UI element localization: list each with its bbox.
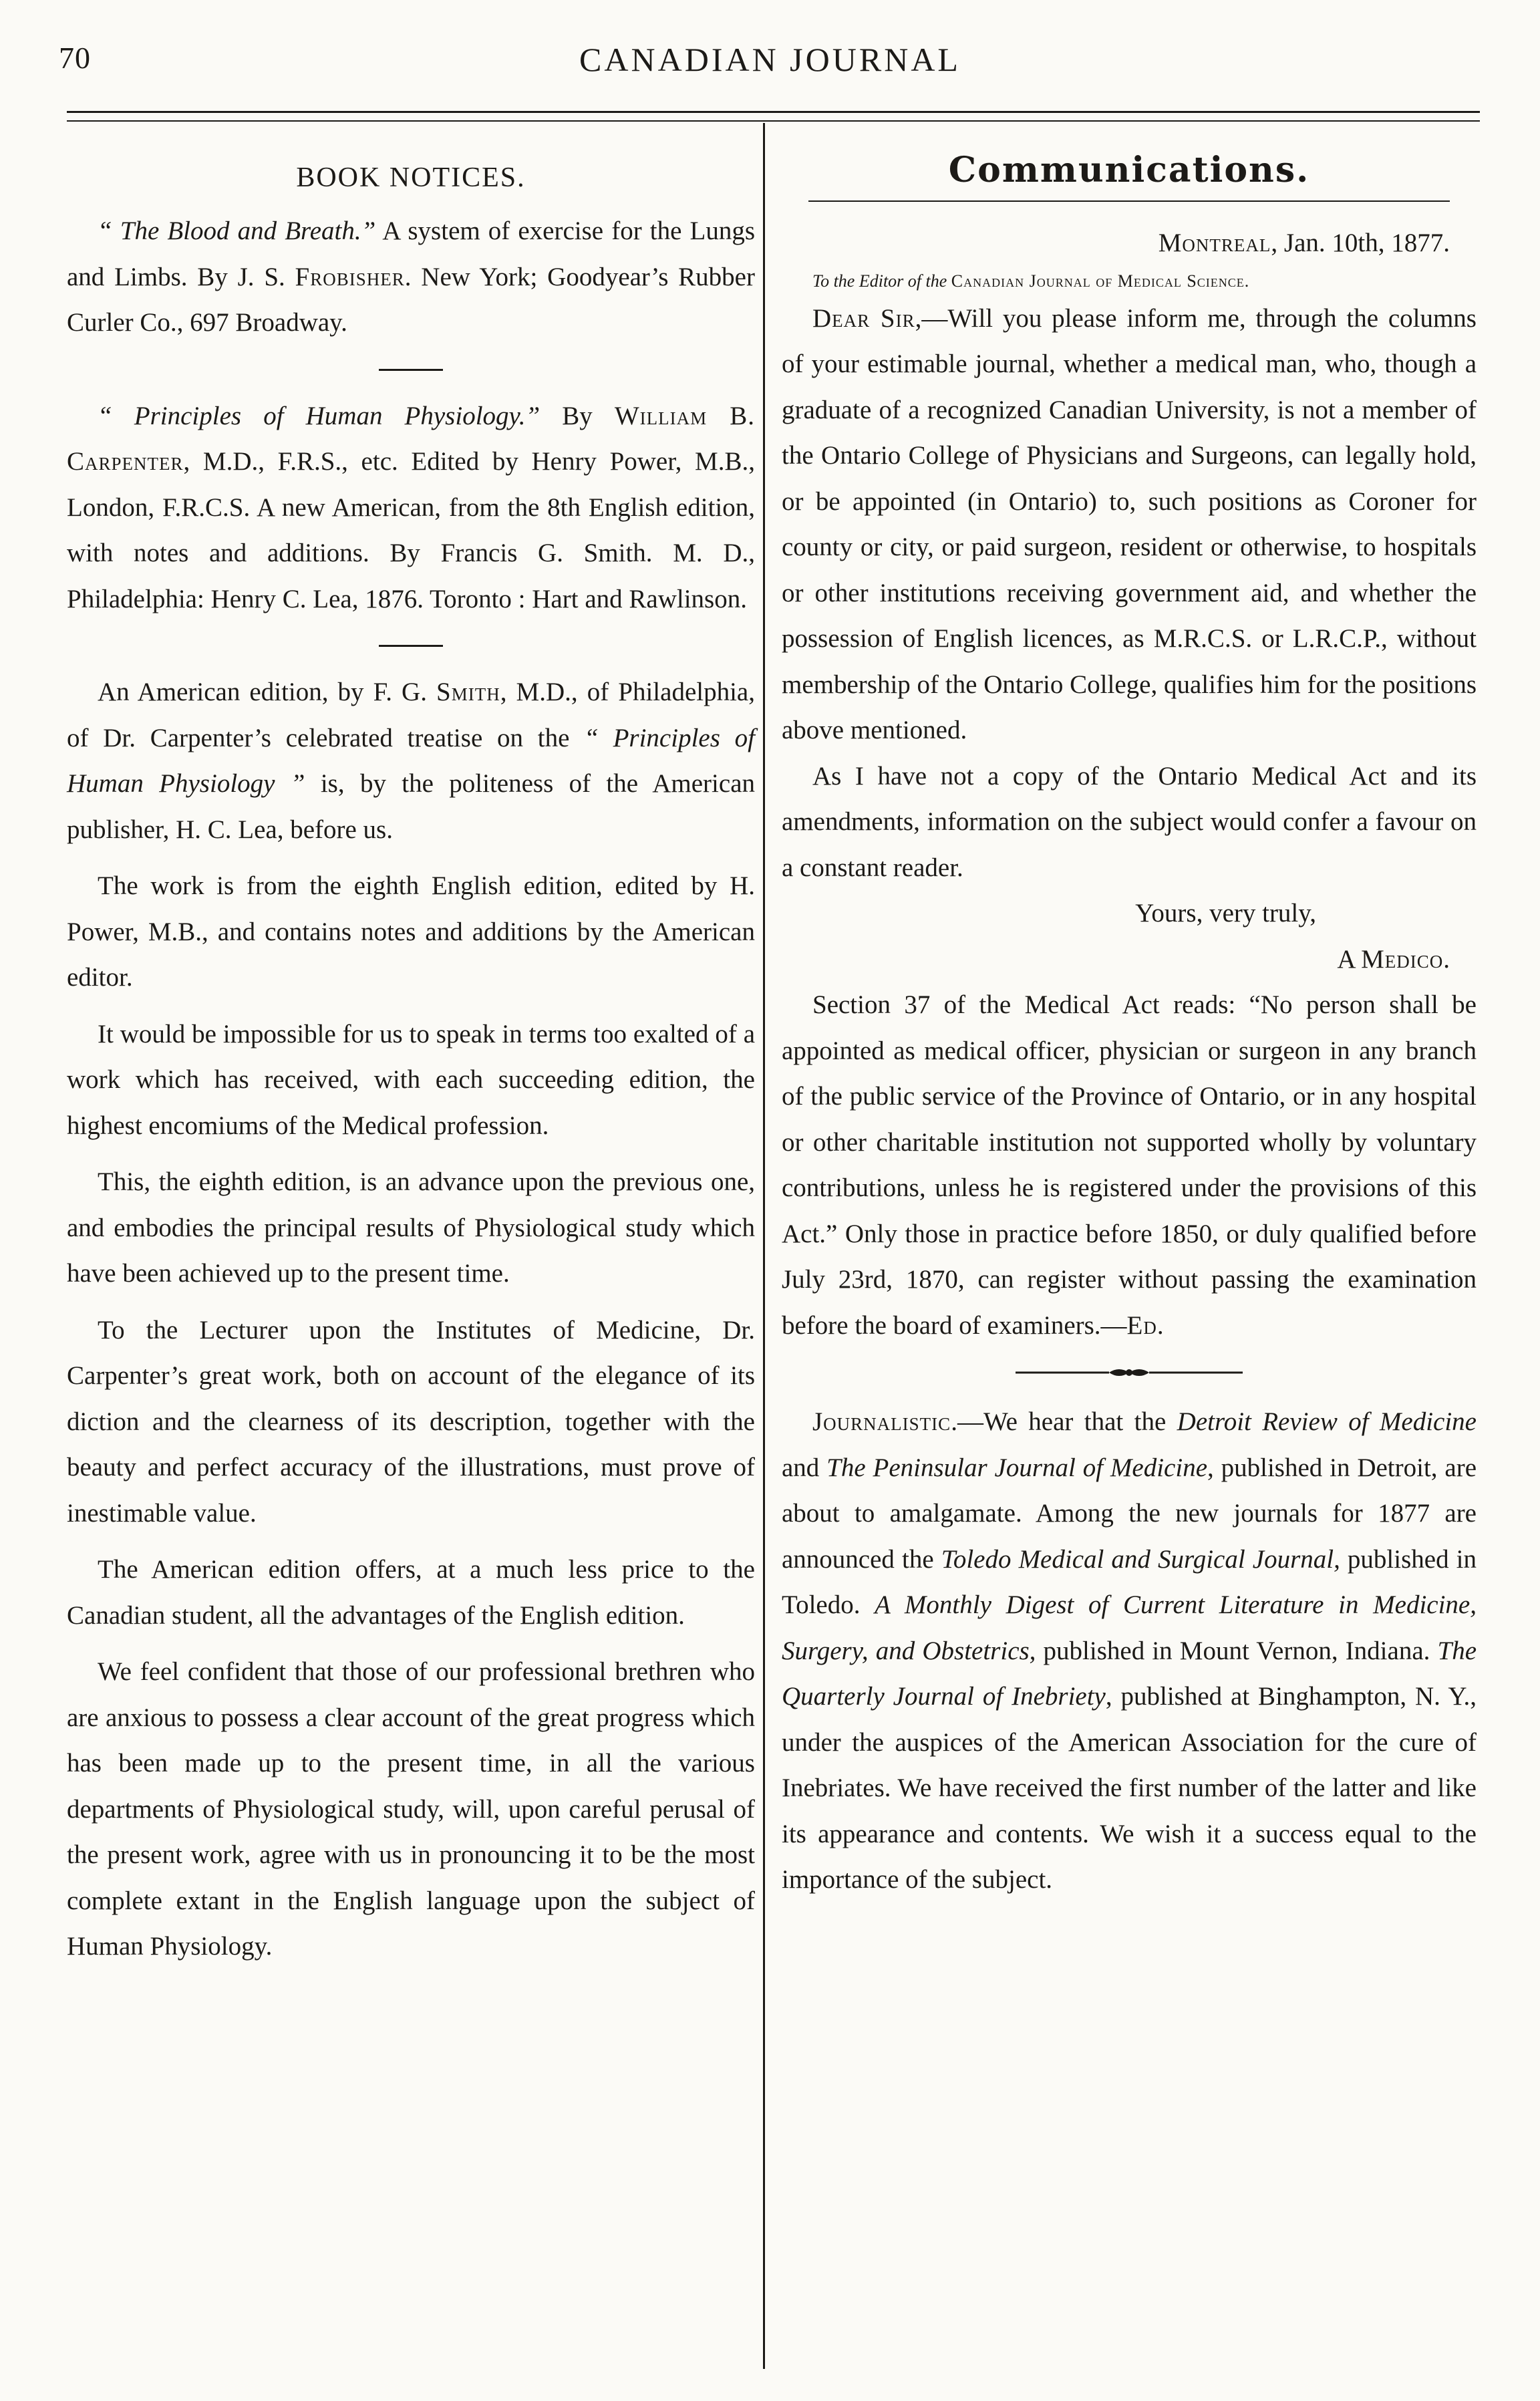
letter-body: As I have not a copy of the Ontario Medical Act and its amendments, information on the subject would confer a favour on a constant reader. [782, 761, 1477, 882]
letter-signoff: Yours, very truly, [1135, 899, 1316, 928]
separator-rule [379, 369, 443, 371]
review-paragraph: To the Lecturer upon the Institutes of Medicine, Dr. Carpenter’s great work, both on account of the elegance of its diction and the clearness of its description, together with the beauty and perfect accuracy of the illustrations, must prove of inestimable value. [67, 1315, 755, 1528]
ornament-divider [782, 1365, 1477, 1385]
review-paragraph: We feel confident that those of our professional brethren who are anxious to possess a clear account of the great progress which has been made up to the present time, in all the various departments of Physiological study, will, upon careful perusal of the present work, agree with us in pronouncing it to be the most complete extant in the English language upon the subject of Human Physiology. [67, 1657, 755, 1961]
column-divider [763, 123, 765, 2369]
title-rule [808, 200, 1450, 202]
header-rule-thin [67, 120, 1480, 122]
book-notice-2-author: William B. Carpenter [67, 401, 756, 476]
page-number: 70 [59, 41, 91, 75]
ornament-icon [1009, 1365, 1249, 1381]
section-title-communications: Communications. [948, 150, 1310, 190]
review-paragraph: This, the eighth edition, is an advance upon the previous one, and embodies the principal results of Physiological study which have been achieved up to the present time. [67, 1167, 755, 1288]
header-rule [67, 111, 1480, 113]
review-paragraph: The work is from the eighth English edition, edited by H. Power, M.B., and contains notes and additions by the American editor. [67, 871, 755, 992]
left-column [67, 158, 755, 1970]
letter-dateline: Montreal, Jan. 10th, 1877. [1158, 229, 1450, 257]
book-notice-2-title: “ Principles of Human Physiology.” [98, 401, 541, 430]
book-notice-2: “ Principles of Human Physiology.” By William B. Carpenter, M.D., F.R.S., etc. Edited by Henry Power, M.B., London, F.R.C.S. A new American, from the 8th English edition, with notes and additions. By Francis G. Smith. M. D., Philadelphia: Henry C. Lea, 1876. Toronto : Hart and Rawlinson. [67, 401, 756, 613]
review-paragraph: The American edition offers, at a much less price to the Canadian student, all the advantages of the English edition. [67, 1555, 755, 1630]
review-paragraph: It would be impossible for us to speak in terms too exalted of a work which has received, with each succeeding edition, the highest encomiums of the Medical profession. [67, 1019, 755, 1140]
book-notice-1-author: Frobisher [295, 262, 405, 291]
letter-body: Dear Sir,—Will you please inform me, through the columns of your estimable journal, whether a medical man, who, though a graduate of a recognized Canadian University, is not a member of the Ontario College of Physicians and Surgeons, can legally hold, or be appointed (in Ontario) to, such positions as Coroner for county or city, or paid surgeon, resident or otherwise, to hospitals or other institutions receiving government aid, and whether the possession of English licences, as M.R.C.S. or L.R.C.P., without membership of the Ontario College, qualifies him for the positions above mentioned. [782, 303, 1477, 744]
book-notice-1-title: “ The Blood and Breath.” [98, 217, 376, 245]
section-title-book-notices: BOOK NOTICES. [296, 162, 526, 193]
letter-salutation: Dear Sir [812, 303, 915, 333]
letter-addressee: To the Editor of the Canadian Journal of Medical Science. [812, 271, 1250, 291]
letter-signature: A Medico. [1337, 944, 1450, 974]
separator-rule [379, 645, 443, 647]
editor-note: Section 37 of the Medical Act reads: “No person shall be appointed as medical officer, physician or surgeon in any branch of the public service of the Province of Ontario, or in any hospital or other charitable institution not supported wholly by voluntary contributions, unless he is registered under the provisions of this Act.” Only those in practice before 1850, or duly qualified before July 23rd, 1870, can register without passing the examination before the board of examiners.—Ed. [782, 990, 1477, 1340]
journalistic-paragraph: Journalistic.—We hear that the Detroit Review of Medicine and The Peninsular Journal of Medicine, published in Detroit, are about to amalgamate. Among the new journals for 1877 are announced the Toledo Medical and Surgical Journal, published in Toledo. A Monthly Digest of Current Literature in Medicine, Surgery, and Obstetrics, published in Mount Vernon, Indiana. The Quarterly Journal of Inebriety, published at Binghampton, N. Y., under the auspices of the American Association for the cure of Inebriates. We have received the first number of the latter and like its appearance and contents. We wish it a success equal to the importance of the subject. [782, 1407, 1477, 1894]
book-notice-1: “ The Blood and Breath.” A system of exercise for the Lungs and Limbs. By J. S. Frobisher. New York; Goodyear’s Rubber Curler Co., 697 Broadway. [67, 217, 755, 337]
review-paragraph: An American edition, by F. G. Smith, M.D., of Philadelphia, of Dr. Carpenter’s celebrated treatise on the “ Principles of Human Physiology ” is, by the politeness of the American publisher, H. C. Lea, before us. [67, 678, 756, 844]
right-column [782, 150, 1477, 1903]
running-head: CANADIAN JOURNAL [579, 41, 961, 78]
